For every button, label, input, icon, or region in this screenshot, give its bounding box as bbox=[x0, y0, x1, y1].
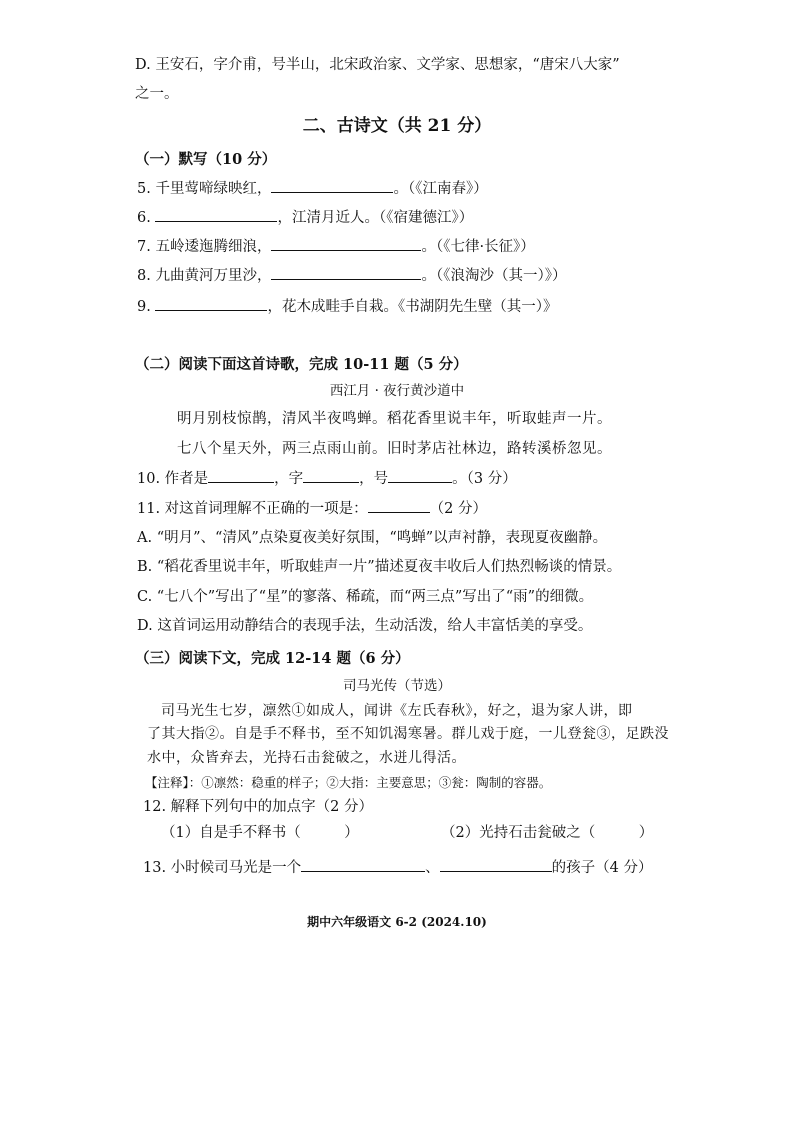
text-line-3: 水中，众皆弃去，光持石击瓮破之，水迸儿得活。 bbox=[147, 750, 466, 766]
q6-answer-blank[interactable] bbox=[155, 207, 277, 222]
part-1-heading: （一）默写（10 分） bbox=[135, 151, 277, 168]
q11-option-a: A. “明月”、“清风”点染夏夜美好氛围，“鸣蝉”以声衬静，表现夏夜幽静。 bbox=[137, 530, 608, 546]
q11-option-b: B. “稻花香里说丰年，听取蛙声一片”描述夏夜丰收后人们热烈畅谈的情景。 bbox=[137, 559, 622, 575]
q10-part-a: 10. 作者是 bbox=[137, 471, 209, 487]
q11-answer-blank[interactable] bbox=[368, 498, 430, 513]
poem-line-1: 明月别枝惊鹊，清风半夜鸣蝉。稻花香里说丰年，听取蛙声一片。 bbox=[177, 411, 612, 427]
text-line-2: 了其大指②。自是手不释书，至不知饥渴寒暑。群儿戏于庭，一儿登瓮③，足跌没 bbox=[147, 726, 669, 742]
part-2-heading: （二）阅读下面这首诗歌，完成 10-11 题（5 分） bbox=[135, 356, 468, 373]
q7-suffix: 。（《七律·长征》） bbox=[421, 239, 535, 255]
q12-item-1: （1）自是手不释书（ ） bbox=[161, 825, 359, 841]
text-line-1: 司马光生七岁，凛然①如成人，闻讲《左氏春秋》，好之，退为家人讲，即 bbox=[161, 703, 633, 719]
q4-option-d-line1: D. 王安石，字介甫，号半山，北宋政治家、文学家、思想家，“唐宋八大家” bbox=[135, 57, 620, 73]
q6-suffix: ，江清月近人。（《宿建德江》） bbox=[277, 210, 474, 226]
q8-suffix: 。（《浪淘沙（其一）》） bbox=[421, 268, 567, 284]
question-5 bbox=[137, 178, 488, 199]
q9-answer-blank[interactable] bbox=[155, 296, 267, 311]
question-10 bbox=[137, 468, 517, 489]
poem-title: 西江月 · 夜行黄沙道中 bbox=[329, 383, 465, 399]
q9-suffix: ，花木成畦手自栽。《书湖阴先生壁（其一）》 bbox=[267, 299, 558, 315]
q10-pen-name-blank[interactable] bbox=[388, 468, 452, 483]
q5-suffix: 。（《江南春》） bbox=[393, 181, 488, 197]
text-title: 司马光传（节选） bbox=[343, 678, 451, 694]
q10-part-d: 。（3 分） bbox=[452, 471, 517, 487]
q11-option-d: D. 这首词运用动静结合的表现手法，生动活泼，给人丰富恬美的享受。 bbox=[137, 618, 593, 634]
q13-blank-1[interactable] bbox=[301, 857, 425, 872]
question-11 bbox=[137, 498, 487, 519]
question-13 bbox=[143, 857, 653, 878]
question-8 bbox=[137, 265, 566, 286]
q10-part-b: ，字 bbox=[274, 471, 304, 487]
q9-prefix: 9. bbox=[137, 299, 156, 315]
poem-line-2: 七八个星天外，两三点雨山前。旧时茅店社林边，路转溪桥忽见。 bbox=[177, 441, 612, 457]
q8-prefix: 8. 九曲黄河万里沙， bbox=[137, 268, 272, 284]
question-9 bbox=[137, 296, 557, 317]
q4-option-d-line2: 之一。 bbox=[135, 86, 179, 102]
section-2-title: 二、古诗文（共 21 分） bbox=[302, 116, 492, 136]
q11-stem: 11. 对这首词理解不正确的一项是： bbox=[137, 501, 368, 517]
q12-item-2: （2）光持石击瓮破之（ ） bbox=[441, 825, 654, 841]
q5-answer-blank[interactable] bbox=[271, 178, 393, 193]
q11-option-c: C. “七八个”写出了“星”的寥落、稀疏，而“两三点”写出了“雨”的细微。 bbox=[137, 589, 594, 605]
part-3-heading: （三）阅读下文，完成 12-14 题（6 分） bbox=[135, 650, 410, 667]
q10-courtesy-name-blank[interactable] bbox=[303, 468, 359, 483]
q11-score: （2 分） bbox=[429, 501, 488, 517]
q8-answer-blank[interactable] bbox=[271, 265, 421, 280]
q13-part-a: 13. 小时候司马光是一个 bbox=[143, 860, 302, 876]
q13-part-c: 的孩子（4 分） bbox=[551, 860, 653, 876]
q10-part-c: ，号 bbox=[359, 471, 389, 487]
q5-prefix: 5. 千里莺啼绿映红， bbox=[137, 181, 272, 197]
question-6 bbox=[137, 207, 473, 228]
q6-prefix: 6. bbox=[137, 210, 156, 226]
q10-author-blank[interactable] bbox=[208, 468, 274, 483]
annotation-note: 【注释】：①凛然：稳重的样子；②大指：主要意思；③瓮：陶制的容器。 bbox=[145, 775, 552, 790]
q13-blank-2[interactable] bbox=[440, 857, 552, 872]
q7-prefix: 7. 五岭逶迤腾细浪， bbox=[137, 239, 272, 255]
question-7 bbox=[137, 236, 535, 257]
page-footer: 期中六年级语文 6-2 (2024.10) bbox=[307, 915, 487, 929]
q13-part-b: 、 bbox=[425, 860, 440, 876]
question-12: 12. 解释下列句中的加点字（2 分） bbox=[143, 799, 374, 815]
q7-answer-blank[interactable] bbox=[271, 236, 421, 251]
